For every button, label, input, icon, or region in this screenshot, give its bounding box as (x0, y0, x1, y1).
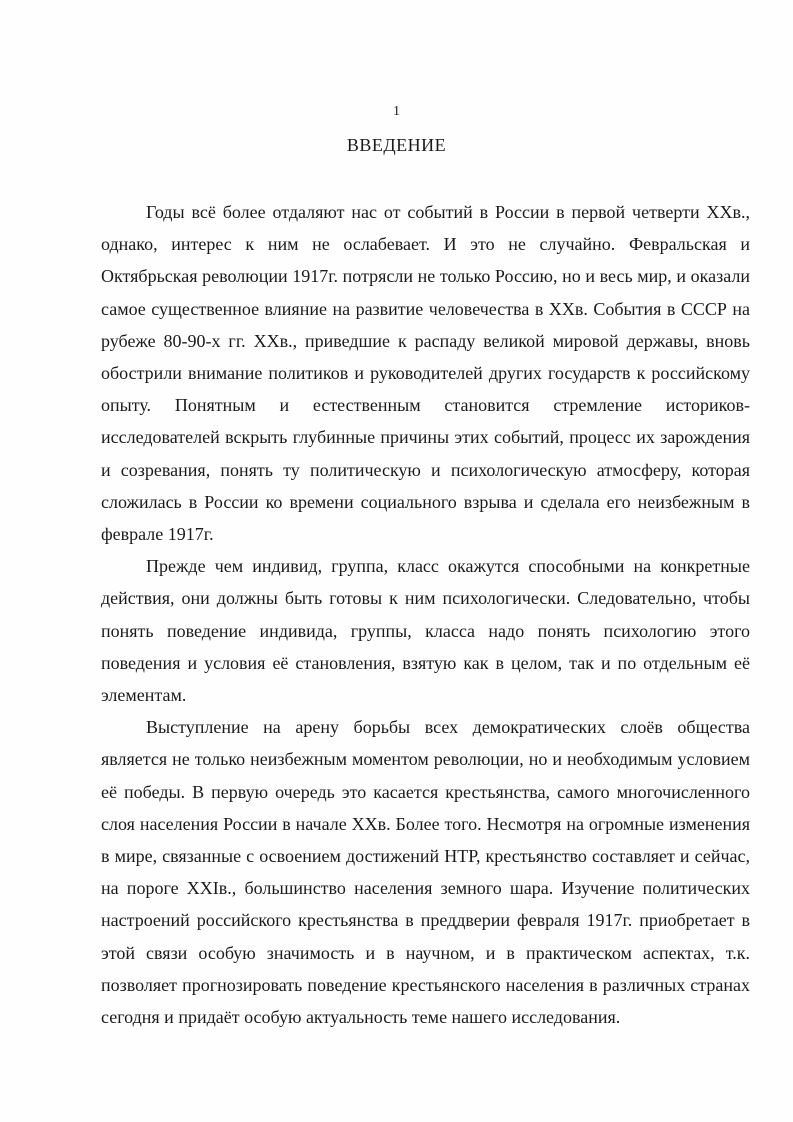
page-title: ВВЕДЕНИЕ (346, 135, 447, 155)
paragraph-2: Прежде чем индивид, группа, класс окажутся способными на конкретные действия, они должны быть готовы к ним психологически. Следовательно, чтобы понять поведение индивида, группы, класса надо понять психологию этого поведения и условия её становления, взятую как в целом, так и по отдельным её элементам. (101, 556, 750, 706)
page-number: 1 (393, 104, 400, 119)
body-text (101, 196, 750, 1033)
paragraph-1: Годы всё более отдаляют нас от событий в России в первой четверти XXв., однако, интерес к ним не ослабевает. И это не случайно. Февральская и Октябрьская революции 1917г. потрясли не только Россию, но и весь мир, и оказали самое существенное влияние на развитие человечества в XXв. События в СССР на рубеже 80-90-х гг. XXв., приведшие к распаду великой мировой державы, вновь обострили внимание политиков и руководителей других государств к российскому опыту. Понятным и естественным становится стремление историков-исследователей вскрыть глубинные причины этих событий, процесс их зарождения и созревания, понять ту политическую и психологическую атмосферу, которая сложилась в России ко времени социального взрыва и сделала его неизбежным в феврале 1917г. (101, 202, 750, 545)
paragraph-3: Выступление на арену борьбы всех демократических слоёв общества является не только неизбежным моментом революции, но и необходимым условием её победы. В первую очередь это касается крестьянства, самого многочисленного слоя населения России в начале XXв. Более того. Несмотря на огромные изменения в мире, связанные с освоением достижений НТР, крестьянство составляет и сейчас, на пороге XXIв., большинство населения земного шара. Изучение политических настроений российского крестьянства в преддверии февраля 1917г. приобретает в этой связи особую значимость и в научном, и в практическом аспектах, т.к. позволяет прогнозировать поведение крестьянского населения в различных странах сегодня и придаёт особую актуальность теме нашего исследования. (101, 717, 750, 1028)
